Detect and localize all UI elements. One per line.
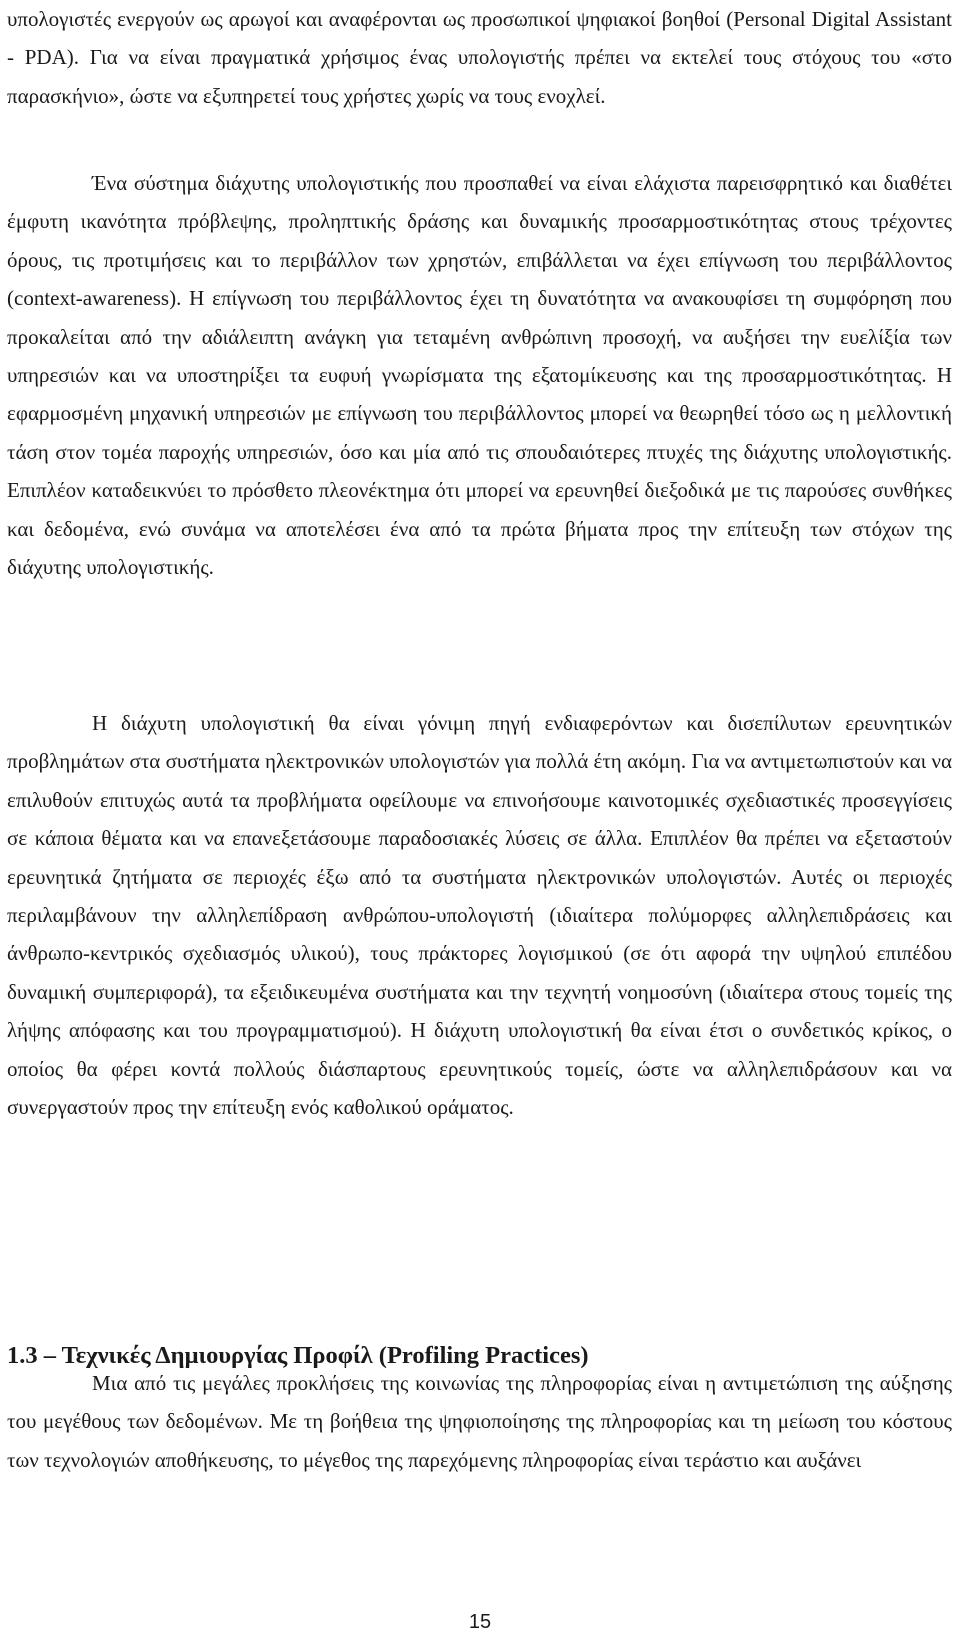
- paragraph-intro-continuation: υπολογιστές ενεργούν ως αρωγοί και αναφέρονται ως προσωπικοί ψηφιακοί βοηθοί (Personal Digital Assistant - PDA). Για να είναι πραγματικά χρήσιμος ένας υπολογιστής πρέπει να εκτελεί τους στόχους του «στο παρασκήνιο», ώστε να εξυπηρετεί τους χρήστες χωρίς να τους ενοχλεί.: [7, 7, 952, 108]
- paragraph-context-awareness: Ένα σύστημα διάχυτης υπολογιστικής που προσπαθεί να είναι ελάχιστα παρεισφρητικό και διαθέτει έμφυτη ικανότητα πρόβλεψης, προληπτικής δράσης και δυναμικής προσαρμοστικότητας στους τρέχοντες όρους, τις προτιμήσεις και το περιβάλλον των χρηστών, επιβάλλεται να έχει επίγνωση του περιβάλλοντος (context-awareness). Η επίγνωση του περιβάλλοντος έχει τη δυνατότητα να ανακουφίσει τη συμφόρηση που προκαλείται από την αδιάλειπτη ανάγκη για τεταμένη ανθρώπινη προσοχή, να αυξήσει την ευελίξία των υπηρεσιών και να υποστηρίξει τα ευφυή γνωρίσματα της εξατομίκευσης και της προσαρμοστικότητας. Η εφαρμοσμένη μηχανική υπηρεσιών με επίγνωση του περιβάλλοντος μπορεί να θεωρηθεί τόσο ως η μελλοντική τάση στον τομέα παροχής υπηρεσιών, όσο και μία από τις σπουδαιότερες πτυχές της διάχυτης υπολογιστικής. Επιπλέον καταδεικνύει το πρόσθετο πλεονέκτημα ότι μπορεί να ερευνηθεί διεξοδικά με τις παρούσες συνθήκες και δεδομένα, ενώ συνάμα να αποτελέσει ένα από τα πρώτα βήματα προς την επίτευξη των στόχων της διάχυτης υπολογιστικής.: [7, 171, 952, 580]
- page-number: 15: [468, 1611, 492, 1633]
- paragraph-profiling-intro: Μια από τις μεγάλες προκλήσεις της κοινωνίας της πληροφορίας είναι η αντιμετώπιση της αύξησης του μεγέθους των δεδομένων. Με τη βοήθεια της ψηφιοποίησης της πληροφορίας και τη μείωση του κόστους των τεχνολογιών αποθήκευσης, το μέγεθος της παρεχόμενης πληροφορίας είναι τεράστιο και αυξάνει: [7, 1371, 952, 1472]
- section-heading: 1.3 – Τεχνικές Δημιουργίας Προφίλ (Profiling Practices): [7, 1342, 589, 1369]
- paragraph-research-problems: Η διάχυτη υπολογιστική θα είναι γόνιμη πηγή ενδιαφερόντων και δισεπίλυτων ερευνητικών προβλημάτων στα συστήματα ηλεκτρονικών υπολογιστών για πολλά έτη ακόμη. Για να αντιμετωπιστούν και να επιλυθούν επιτυχώς αυτά τα προβλήματα οφείλουμε να επινοήσουμε καινοτομικές σχεδιαστικές προσεγγίσεις σε κάποια θέματα και να επανεξετάσουμε παραδοσιακές λύσεις σε άλλα. Επιπλέον θα πρέπει να εξεταστούν ερευνητικά ζητήματα σε περιοχές έξω από τα συστήματα ηλεκτρονικών υπολογιστών. Αυτές οι περιοχές περιλαμβάνουν την αλληλεπίδραση ανθρώπου-υπολογιστή (ιδιαίτερα πολύμορφες αλληλεπιδράσεις και άνθρωπο-κεντρικός σχεδιασμός υλικού), τους πράκτορες λογισμικού (σε ότι αφορά την υψηλού επιπέδου δυναμική συμπεριφορά), τα εξειδικευμένα συστήματα και την τεχνητή νοημοσύνη (ιδιαίτερα στους τομείς της λήψης απόφασης και του προγραμματισμού). Η διάχυτη υπολογιστική θα είναι έτσι ο συνδετικός κρίκος, ο οποίος θα φέρει κοντά πολλούς διάσπαρτους ερευνητικούς τομείς, ώστε να αλληλεπιδράσουν και να συνεργαστούν προς την επίτευξη ενός καθολικού οράματος.: [7, 711, 952, 1120]
